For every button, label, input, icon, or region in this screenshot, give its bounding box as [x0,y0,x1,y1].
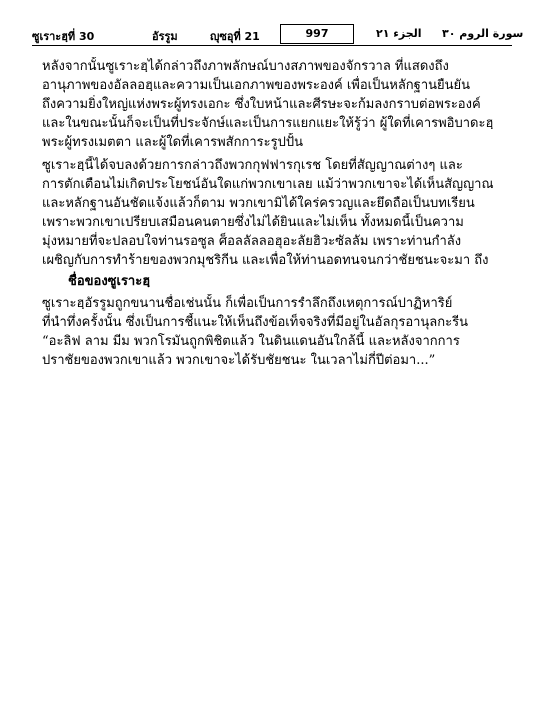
paragraph-3 [42,294,502,370]
section-heading: ชื่อของซูเราะฮฺ [68,274,151,289]
text-line: ที่นำทึ่งครั้งนั้น ซึ่งเป็นการชี้แนะให้เห็นถึงข้อเท็จจริงที่มีอยู่ในอัลกุรอานุลกะรีน [42,315,468,330]
page-body [42,57,502,370]
text-line: การตักเตือนไม่เกิดประโยชน์อันใดแก่พวกเขาเลย แม้ว่าพวกเขาจะได้เห็นสัญญาณ [42,177,494,192]
header-surah-number-thai: ซูเราะฮฺที่ 30 [32,30,95,43]
paragraph-2 [42,156,502,270]
text-line: อานุภาพของอัลลอฮฺและความเป็นเอกภาพของพระองค์ เพื่อเป็นหลักฐานยืนยัน [42,78,471,93]
text-line: ซูเราะฮฺนี้ได้จบลงด้วยการกล่าวถึงพวกกุฟฟารกุเรช โดยที่สัญญาณต่างๆ และ [42,158,463,173]
text-line: มุ่งหมายที่จะปลอบใจท่านรอซูล ศ็อลลัลลอฮุอะลัยฮิวะซัลลัม เพราะท่านกำลัง [42,234,462,249]
text-line: ปราชัยของพวกเขาแล้ว พวกเขาจะได้รับชัยชนะ ในเวลาไม่กี่ปีต่อมา...” [42,353,436,368]
text-line: พระผู้ทรงเมตตา และผู้ใดที่เคารพสักการะรูปปั้น [42,135,303,150]
text-line: เผชิญกับการทำร้ายของพวกมุชริกีน และเพื่อให้ท่านอดทนจนกว่าชัยชนะจะมา ถึง [42,253,489,268]
text-line: และหลักฐานอันชัดแจ้งแล้วก็ตาม พวกเขามิได้ใคร่ครวญและยึดถือเป็นบทเรียน [42,196,475,211]
header-surah-name-thai: อัรรูม [152,30,178,43]
text-line: หลังจากนั้นซูเราะฮฺได้กล่าวถึงภาพลักษณ์บางสภาพของจักรวาล ที่แสดงถึง [42,59,449,74]
header-juz-thai: ญุซอุที่ 21 [210,30,260,43]
header-divider [32,45,512,46]
paragraph-1 [42,57,502,152]
text-line: เพราะพวกเขาเปรียบเสมือนคนตายซึ่งไม่ได้ยินและไม่เห็น ทั้งหมดนี้เป็นความ [42,215,464,230]
text-line: ซูเราะฮฺอัรรูมถูกขนานชื่อเช่นนั้น ก็เพื่อเป็นการรำลึกถึงเหตุการณ์ปาฏิหาริย์ [42,296,453,311]
text-line: และในขณะนั้นก็จะเป็นที่ประจักษ์และเป็นการแยกแยะให้รู้ว่า ผู้ใดที่เคารพอิบาดะฮฺ [42,116,494,131]
header-surah-arabic: سورة الروم ٣٠ [442,27,524,40]
text-line: ถึงความยิ่งใหญ่แห่งพระผู้ทรงเอกะ ซึ่งใบหน้าและศีรษะจะก้มลงกราบต่อพระองค์ [42,97,481,112]
page-header [32,24,524,44]
header-juz-arabic: الجزء ٢١ [376,27,422,40]
page-number-box: 997 [280,24,354,44]
text-line: “อะลิฟ ลาม มีม พวกโรมันถูกพิชิตแล้ว ในดินแดนอันใกล้นี้ และหลังจากการ [42,334,460,349]
